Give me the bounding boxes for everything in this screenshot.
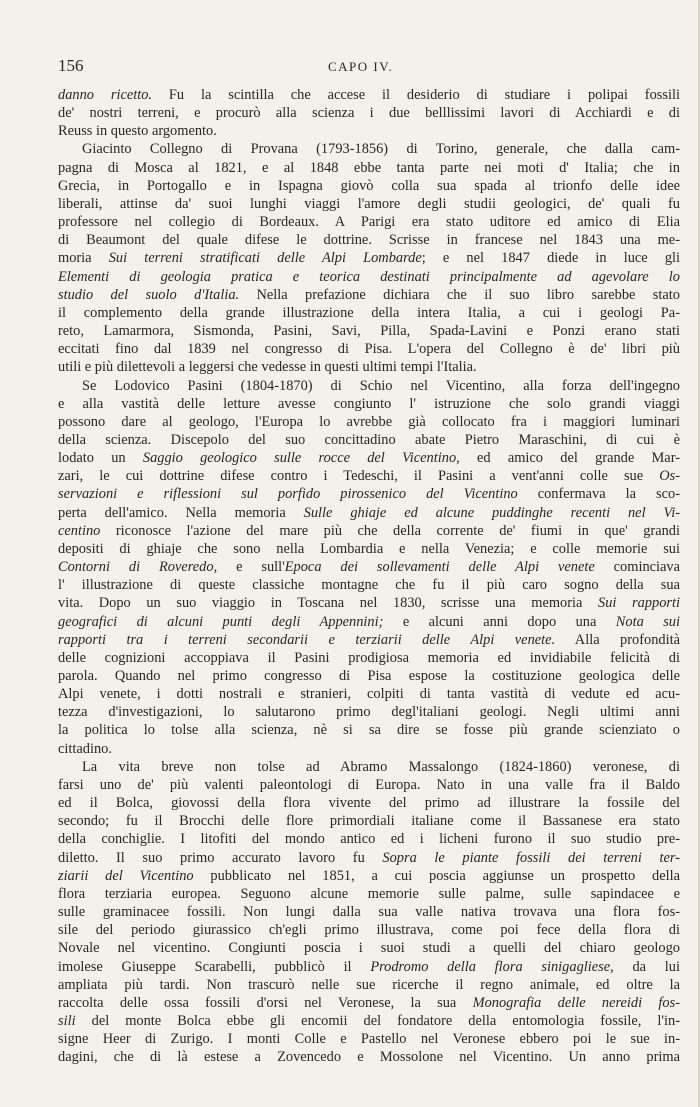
text-run: Se Lodovico Pasini (1804-1870) di Schio nel Vicentino, alla forza dell'ingegno [82, 377, 680, 394]
text-line [58, 377, 680, 395]
text-line [58, 903, 680, 921]
italic-title: Monografia delle nereidi fos- [472, 994, 680, 1011]
italic-title: Prodromo della flora sinigagliese, [370, 958, 614, 975]
text-run: eccitati fino dal 1839 nel congresso di Pisa. L'opera del Collegno è de' libri più [58, 341, 680, 358]
text-run: tezza d'investigazioni, lo salutarono primo degl'italiani geologi. Negli ultimi anni [58, 704, 680, 721]
text-run: cominciava [594, 559, 680, 576]
text-run: Alpi venete, i dotti nostrali e stranieri, colpiti di tanta vastità di vedute ed acu- [58, 686, 680, 703]
text-line [58, 613, 680, 631]
text-run: professore nel collegio di Bordeaux. A Parigi era stato uditore ed amico di Elia [58, 214, 680, 231]
italic-title: Nota sui [615, 613, 680, 630]
text-line [58, 740, 680, 758]
text-line [58, 286, 680, 304]
text-run: vita. Dopo un suo viaggio in Toscana nel 1830, scrisse una memoria [58, 595, 599, 612]
text-line [58, 576, 680, 594]
text-line [58, 558, 680, 576]
text-run: riconosce l'azione del mare più che della corrente de' fiumi in que' grandi [100, 522, 680, 539]
text-line [58, 413, 680, 431]
text-run: il complemento della grande illustrazione della intera Italia, a cui i geologi Pa- [58, 304, 680, 321]
text-run: ed il Bolca, giovossi della flora vivente del primo ad illustrare la fossile del [58, 795, 680, 812]
text-run: cittadino. [58, 740, 112, 757]
text-run: Fu la scintilla che accese il desiderio di studiare i polipai fossili [152, 87, 680, 103]
paragraph [58, 377, 680, 758]
italic-title: Epoca dei sollevamenti delle Alpi venete [284, 559, 595, 576]
italic-title: Os- [659, 468, 680, 485]
text-line [58, 504, 680, 522]
paragraph [58, 86, 680, 140]
text-line [58, 939, 680, 957]
text-line [58, 721, 680, 739]
text-run: Grecia, in Portogallo e in Ispagna giovò colla sua spada al trionfo delle idee [58, 177, 680, 194]
text-line [58, 104, 680, 122]
text-line [58, 249, 680, 267]
text-run: de' nostri terreni, e procurò alla scienza i due belllissimi lavori di Acchiardi e di [58, 105, 680, 122]
italic-title: ziarii del Vicentino [58, 867, 194, 884]
text-run: sile del periodo giurassico ch'egli primo illustrava, come poi fece della flora di [58, 922, 680, 939]
text-run: liberali, attinse da' suoi lunghi viaggi l'amore degli studii geologici, de' quali fu [58, 195, 680, 212]
italic-title: Sulle ghiaje ed alcune puddinghe recenti nel Vi- [303, 504, 680, 521]
text-run: della conchiglie. I litofiti del mondo antico ed i licheni furono il suo studio pre- [58, 831, 680, 848]
text-line [58, 776, 680, 794]
text-run: pagna di Mosca al 1821, e al 1848 ebbe tanta parte nei moti d' Italia; che in [58, 159, 680, 176]
text-run: la politica lo tolse alla scienza, nè si sa dire se fosse più grande scienziato o [58, 722, 680, 739]
text-line [58, 213, 680, 231]
text-line [58, 1048, 680, 1066]
italic-title: geografici di alcuni punti degli Appennini; [58, 613, 384, 630]
italic-title: rapporti tra i terreni secondarii e terziarii delle Alpi venete. [58, 631, 556, 648]
text-line [58, 794, 680, 812]
text-run: Novale nel vicentino. Congiunti poscia i suoi studi a quelli del chiaro geologo [58, 940, 680, 957]
italic-title: centino [58, 522, 101, 539]
text-run: parola. Quando nel primo congresso di Pisa espose la costituzione geologica delle [58, 668, 680, 684]
text-line [58, 1030, 680, 1048]
text-line [58, 140, 680, 158]
text-run: Nella prefazione dichiara che il suo libro sarebbe stato [239, 286, 680, 303]
text-run: moria [58, 250, 109, 267]
italic-title: servazioni e riflessioni sul porfido pirossenico del Vicentino [58, 486, 518, 503]
text-line [58, 540, 680, 558]
text-run: da lui [613, 958, 680, 975]
text-line [58, 667, 680, 685]
text-run: perta dell'amico. Nella memoria [58, 504, 304, 521]
text-line [58, 631, 680, 649]
text-run: Giacinto Collegno di Provana (1793-1856) di Torino, generale, che dalla cam- [82, 141, 680, 158]
text-run: utili e più dilettevoli a leggersi che vedesse in questi ultimi tempi l'Italia. [58, 359, 477, 376]
text-line [58, 976, 680, 994]
text-run: lodato un [58, 450, 143, 467]
italic-title: Sopra le piante fossili dei terreni ter- [382, 849, 680, 866]
text-run: raccolta delle ossa fossili d'orsi nel Veronese, la sua [58, 994, 473, 1011]
text-line [58, 849, 680, 867]
text-run: di Beaumont del quale difese le dottrine. Scrisse in francese nel 1843 una me- [58, 232, 680, 249]
italic-title: Elementi di geologia pratica e teorica destinati principalmente ad agevolare lo [58, 268, 680, 285]
text-line [58, 340, 680, 358]
text-run: flora terziaria europea. Seguono alcune memorie sulle palme, sulle sapindacee e [58, 885, 680, 902]
text-line [58, 304, 680, 322]
page-header [58, 56, 680, 80]
text-run: pubblicato nel 1851, a cui poscia aggiunse un prospetto della [193, 867, 680, 884]
text-run: dagini, che di là estese a Zovencedo e Mossolone nel Vicentino. Un anno prima [58, 1049, 680, 1066]
text-line [58, 921, 680, 939]
text-line [58, 685, 680, 703]
italic-title: Sui rapporti [598, 595, 680, 612]
text-line [58, 485, 680, 503]
italic-title: Sui terreni stratificati delle Alpi Lombarde [108, 250, 422, 267]
text-line [58, 86, 680, 104]
text-run: e sull' [217, 559, 285, 576]
italic-title: sili [58, 1012, 76, 1029]
text-run: ampliata più tardi. Non trascurò nelle sue ricerche il regno animale, ed oltre la [58, 976, 680, 993]
page-number: 156 [58, 56, 84, 75]
text-line [58, 830, 680, 848]
text-run: imolese Giuseppe Scarabelli, pubblicò il [58, 958, 371, 975]
italic-title: danno ricetto. [58, 87, 153, 103]
text-run: l' illustrazione di queste classiche montagne che fu il più caro sogno della sua [58, 577, 680, 594]
text-run: ; e nel 1847 diede in luce gli [421, 250, 680, 267]
text-run: reto, Lamarmora, Sismonda, Pasini, Savi, Pilla, Spada-Lavini e Ponzi erano stati [58, 323, 680, 340]
text-line [58, 649, 680, 667]
text-run: diletto. Il suo primo accurato lavoro fu [58, 849, 383, 866]
text-run: zari, le cui dottrine difese contro i Tedeschi, il Pasini a vent'anni colle sue [58, 468, 660, 485]
text-line [58, 449, 680, 467]
text-run: La vita breve non tolse ad Abramo Massalongo (1824-1860) veronese, di [82, 758, 680, 775]
body-text [58, 86, 680, 1066]
text-line [58, 358, 680, 376]
text-line [58, 322, 680, 340]
text-run: signe Heer di Zurigo. I monti Colle e Pastello nel Veronese ebbero poi le sue in- [58, 1031, 680, 1048]
text-run: farsi uno de' più valenti paleontologi di Europa. Nato in una valle fra il Baldo [58, 776, 680, 793]
italic-title: Contorni di Roveredo, [58, 559, 218, 576]
text-line [58, 594, 680, 612]
text-line [58, 867, 680, 885]
text-line [58, 812, 680, 830]
text-line [58, 522, 680, 540]
text-line [58, 268, 680, 286]
text-run: ed amico del grande Mar- [459, 450, 680, 467]
text-run: Alla profondità [555, 631, 680, 648]
text-line [58, 885, 680, 903]
text-run: della scienza. Discepolo del suo concittadino abate Pietro Maraschini, di cui è [58, 431, 680, 448]
text-run: del monte Bolca ebbe gli encomii del fondatore della entomologia fossile, l'in- [75, 1012, 680, 1029]
running-head: CAPO IV. [328, 59, 394, 74]
text-run: delle cognizioni accoppiava il Pasini prodigiosa memoria ed invidiabile felicità di [58, 649, 680, 666]
paragraph [58, 140, 680, 376]
text-run: secondo; fu il Brocchi delle flore primordiali italiane come il Bassanese era stato [58, 813, 680, 830]
text-line [58, 467, 680, 485]
text-run: depositi di ghiaje che sono nella Lombardia e nella Venezia; e colle memorie sui [58, 540, 680, 557]
text-line [58, 958, 680, 976]
text-run: Reuss in questo argomento. [58, 123, 217, 140]
italic-title: studio del suolo d'Italia. [58, 286, 240, 303]
text-line [58, 395, 680, 413]
text-line [58, 994, 680, 1012]
text-line [58, 159, 680, 177]
text-line [58, 231, 680, 249]
text-run: e alcuni anni dopo una [383, 613, 616, 630]
text-run: e alla vastità delle letture avesse congiunto l' istruzione che solo grandi viaggi [58, 395, 680, 412]
text-run: confermava la sco- [517, 486, 680, 503]
text-line [58, 122, 680, 140]
paragraph [58, 758, 680, 1067]
text-line [58, 1012, 680, 1030]
text-line [58, 195, 680, 213]
italic-title: Saggio geologico sulle rocce del Vicentino, [142, 450, 460, 467]
text-line [58, 758, 680, 776]
text-line [58, 703, 680, 721]
text-line [58, 177, 680, 195]
text-run: sulle graminacee fossili. Non lungi dalla sua valle nativa trovava una flora fos- [58, 904, 680, 921]
text-line [58, 431, 680, 449]
text-run: possono dare al geologo, l'Europa lo avrebbe già collocato fra i maggiori luminari [58, 413, 680, 430]
